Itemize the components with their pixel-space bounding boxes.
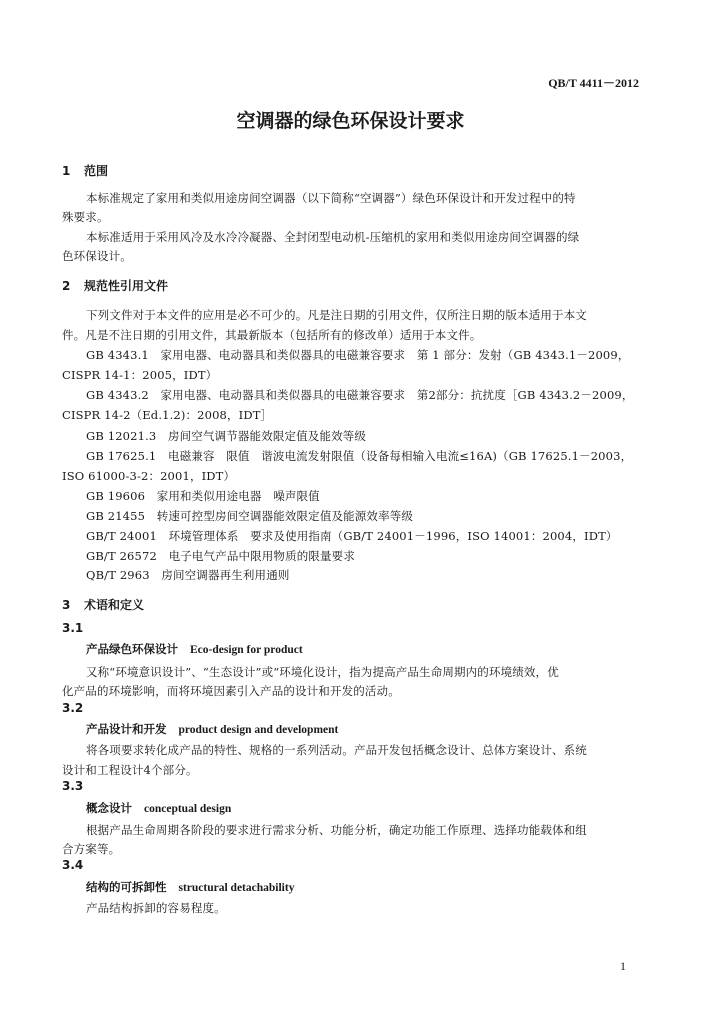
section-heading-scope	[62, 162, 108, 179]
term-chinese: 产品设计和开发	[86, 722, 167, 736]
definition-line: 产品结构拆卸的容易程度。	[86, 901, 226, 915]
paragraph-line: 下列文件对于本文件的应用是必不可少的。凡是注日期的引用文件，仅所注日期的版本适用于本文	[86, 308, 587, 322]
term-number: 3.4	[62, 858, 84, 872]
definition-line: 设计和工程设计4个部分。	[62, 763, 198, 777]
section-title: 术语和定义	[84, 598, 145, 612]
paragraph-line: 本标准规定了家用和类似用途房间空调器（以下简称“空调器”）绿色环保设计和开发过程中的特	[86, 191, 576, 205]
reference-line: GB 12021.3 房间空气调节器能效限定值及能效等级	[86, 429, 367, 443]
definition-line: 又称“环境意识设计”、“生态设计”或“环境化设计，指为提高产品生命周期内的环境绩效，优	[86, 665, 559, 679]
section-number: 3	[62, 598, 71, 612]
page-number: 1	[620, 959, 626, 973]
term-english: structural detachability	[178, 882, 295, 894]
term-number: 3.2	[62, 701, 84, 715]
paragraph-line: 色环保设计。	[62, 249, 132, 263]
term-number: 3.1	[62, 621, 84, 635]
paragraph-line: 殊要求。	[62, 210, 109, 224]
section-number: 2	[62, 279, 71, 293]
definition-line: 将各项要求转化成产品的特性、规格的一系列活动。产品开发包括概念设计、总体方案设计、系统	[86, 743, 587, 757]
reference-line: GB 4343.1 家用电器、电动器具和类似器具的电磁兼容要求 第 1 部分：发射（GB 4343.1－2009，	[86, 348, 630, 362]
reference-line: CISPR 14-1：2005，IDT）	[62, 368, 218, 382]
term-heading	[86, 721, 338, 737]
document-title: 空调器的绿色环保设计要求	[236, 110, 465, 132]
term-heading	[86, 800, 231, 816]
section-heading-terms	[62, 596, 144, 613]
reference-line: GB 19606 家用和类似用途电器 噪声限值	[86, 489, 320, 503]
reference-line: GB/T 26572 电子电气产品中限用物质的限量要求	[86, 549, 355, 563]
term-chinese: 概念设计	[86, 801, 132, 815]
term-english: product design and development	[178, 724, 339, 736]
section-number: 1	[62, 164, 71, 178]
reference-line: QB/T 2963 房间空调器再生利用通则	[86, 568, 290, 582]
definition-line: 根据产品生命周期各阶段的要求进行需求分析、功能分析，确定功能工作原理、选择功能载体和组	[86, 823, 587, 837]
paragraph-line: 本标准适用于采用风冷及水冷冷凝器、全封闭型电动机-压缩机的家用和类似用途房间空调器的绿	[86, 230, 580, 244]
reference-line: GB/T 24001 环境管理体系 要求及使用指南（GB/T 24001－1996，ISO 14001：2004，IDT）	[86, 529, 618, 543]
term-chinese: 结构的可拆卸性	[86, 880, 167, 894]
reference-line: ISO 61000-3-2：2001，IDT）	[62, 469, 236, 483]
section-heading-normative-references	[62, 277, 168, 294]
standard-code: QB/T 4411－2012	[548, 76, 639, 90]
term-heading	[86, 641, 303, 657]
paragraph-line: 件。凡是不注日期的引用文件，其最新版本（包括所有的修改单）适用于本文件。	[62, 328, 482, 342]
definition-line: 合方案等。	[62, 842, 121, 856]
reference-line: CISPR 14-2（Ed.1.2)：2008，IDT］	[62, 408, 273, 422]
section-title: 规范性引用文件	[84, 279, 169, 293]
term-heading	[86, 879, 294, 895]
reference-line: GB 21455 转速可控型房间空调器能效限定值及能源效率等级	[86, 509, 414, 523]
term-english: Eco-design for product	[190, 644, 303, 656]
term-number: 3.3	[62, 779, 84, 793]
reference-line: GB 17625.1 电磁兼容 限值 谐波电流发射限值（设备每相输入电流≤16A)（GB 17625.1－2003，	[86, 449, 633, 463]
definition-line: 化产品的环境影响，而将环境因素引入产品的设计和开发的活动。	[62, 684, 400, 698]
term-chinese: 产品绿色环保设计	[86, 642, 178, 656]
section-title: 范围	[84, 164, 109, 178]
reference-line: GB 4343.2 家用电器、电动器具和类似器具的电磁兼容要求 第2部分：抗扰度［GB 4343.2－2009，	[86, 388, 634, 402]
term-english: conceptual design	[144, 803, 232, 815]
